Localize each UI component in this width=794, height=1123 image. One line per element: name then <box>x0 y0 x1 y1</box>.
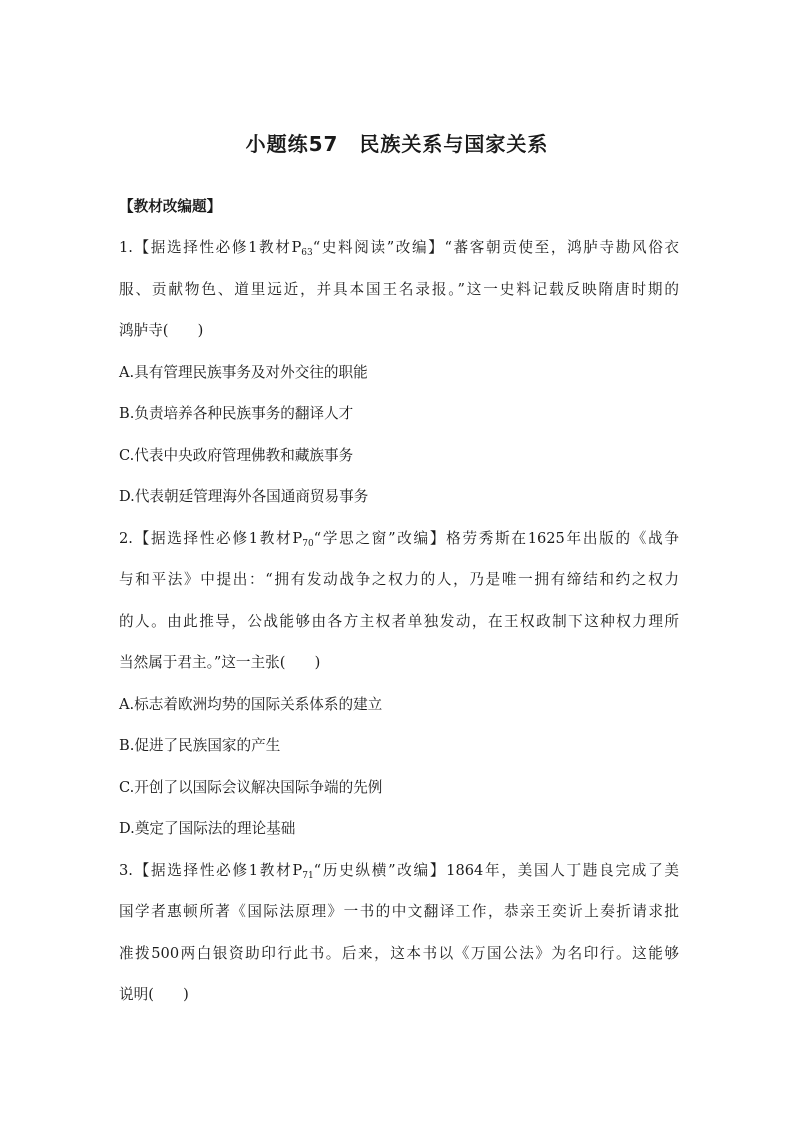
q3-source-suffix: “历史纵横”改编】1864年，美国人丁韪良完成了美 <box>313 862 679 879</box>
q1-stem-line-1 <box>119 238 679 263</box>
q1-stem-line-2: 服、贡献物色、道里远近，并具本国王名录报。”这一史料记载反映隋唐时期的 <box>119 281 679 298</box>
page-title: 小题练57 民族关系与国家关系 <box>245 132 549 156</box>
q2-stem-line-4: 当然属于君主。”这一主张( ) <box>119 654 321 671</box>
q2-source-suffix: “学思之窗”改编】格劳秀斯在1625年出版的《战争 <box>313 530 679 547</box>
q3-source-prefix: 3.【据选择性必修1教材P <box>119 862 303 879</box>
q1-option-a: A.具有管理民族事务及对外交往的职能 <box>119 364 368 381</box>
q2-page-subscript: 70 <box>302 539 314 549</box>
q3-stem-line-1 <box>119 861 679 886</box>
q2-stem-line-1 <box>119 529 679 554</box>
q2-option-a: A.标志着欧洲均势的国际关系体系的建立 <box>119 696 383 713</box>
q1-source-suffix: “史料阅读”改编】“蕃客朝贡使至，鸿胪寺勘风俗衣 <box>312 239 680 256</box>
q1-source-prefix: 1.【据选择性必修1教材P <box>119 239 302 256</box>
q1-option-b: B.负责培养各种民族事务的翻译人才 <box>119 405 354 422</box>
q2-source-prefix: 2.【据选择性必修1教材P <box>119 530 303 547</box>
q2-option-d: D.奠定了国际法的理论基础 <box>119 820 296 837</box>
q1-option-d: D.代表朝廷管理海外各国通商贸易事务 <box>119 488 369 505</box>
q2-stem-line-2: 与和平法》中提出：“拥有发动战争之权力的人，乃是唯一拥有缔结和约之权力 <box>119 571 679 588</box>
section-heading: 【教材改编题】 <box>119 198 222 215</box>
q1-stem-line-3: 鸿胪寺( ) <box>119 322 204 339</box>
q3-stem-line-4: 说明( ) <box>119 986 189 1003</box>
q1-option-c: C.代表中央政府管理佛教和藏族事务 <box>119 447 354 464</box>
q2-option-c: C.开创了以国际会议解决国际争端的先例 <box>119 779 383 796</box>
q1-page-subscript: 63 <box>301 248 313 258</box>
q3-stem-line-2: 国学者惠顿所著《国际法原理》一书的中文翻译工作，恭亲王奕䜣上奏折请求批 <box>119 903 679 920</box>
q3-page-subscript: 71 <box>302 871 314 881</box>
q2-stem-line-3: 的人。由此推导，公战能够由各方主权者单独发动，在王权政制下这种权力理所 <box>119 613 679 630</box>
q3-stem-line-3: 准拨500两白银资助印行此书。后来，这本书以《万国公法》为名印行。这能够 <box>119 945 679 962</box>
q2-option-b: B.促进了民族国家的产生 <box>119 737 281 754</box>
